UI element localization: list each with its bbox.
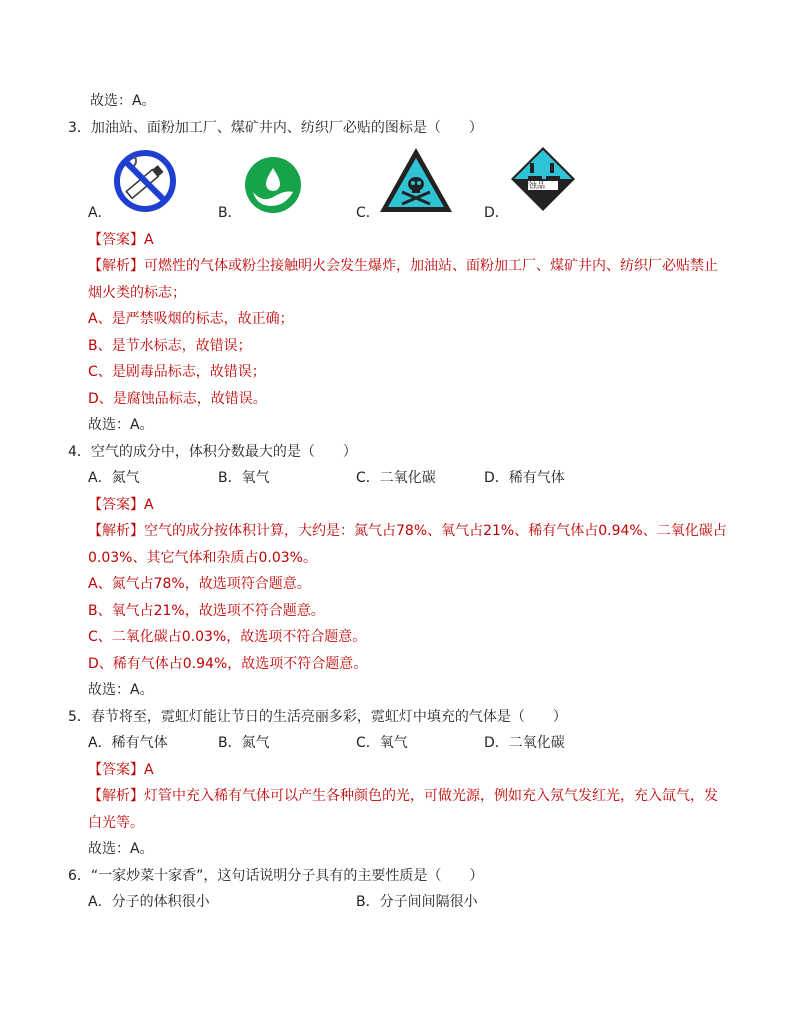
q4-final-choice: 故选：A。 — [88, 682, 154, 698]
q5-explanation-line2: 白光等。 — [88, 815, 144, 831]
no-smoking-icon — [112, 148, 178, 214]
q6-stem: 6．“一家炒菜十家香”，这句话说明分子具有的主要性质是（ ） — [68, 868, 484, 884]
q4-analysis-c: C、二氧化碳占0.03%，故选项不符合题意。 — [88, 629, 367, 645]
q4-answer: 【答案】A — [88, 497, 154, 513]
corrosive-icon-label: 腐蚀品 — [521, 181, 545, 190]
q2-final-choice: 故选：A。 — [90, 93, 156, 109]
water-saving-icon — [244, 156, 302, 214]
q5-final-choice: 故选：A。 — [88, 841, 154, 857]
q3-analysis-c: C、是剧毒品标志，故错误； — [88, 364, 266, 380]
q4-option-d: D．稀有气体 — [484, 470, 565, 486]
toxic-skull-icon — [378, 146, 454, 214]
q3-explanation-line2: 烟火类的标志； — [88, 285, 186, 301]
q6-option-b: B．分子间间隔很小 — [356, 894, 478, 910]
q5-stem: 5．春节将至，霓虹灯能让节日的生活亮丽多彩，霓虹灯中填充的气体是（ ） — [68, 709, 567, 725]
q4-analysis-d: D、稀有气体占0.94%，故选项不符合题意。 — [88, 656, 368, 672]
q6-option-a: A．分子的体积很小 — [88, 894, 210, 910]
q3-option-b-label: B． — [218, 205, 242, 221]
q4-explanation-line1: 【解析】空气的成分按体积计算，大约是：氮气占78%、氧气占21%、稀有气体占0.94%、二氧化碳占 — [88, 523, 727, 539]
q3-analysis-b: B、是节水标志，故错误； — [88, 338, 252, 354]
q3-option-a-label: A． — [88, 205, 112, 221]
q5-explanation-line1: 【解析】灯管中充入稀有气体可以产生各种颜色的光，可做光源，例如充入氖气发红光，充入氙气，发 — [88, 788, 718, 804]
q4-stem: 4．空气的成分中，体积分数最大的是（ ） — [68, 444, 357, 460]
q4-option-b: B．氧气 — [218, 470, 270, 486]
q5-option-b: B．氮气 — [218, 735, 270, 751]
q4-option-c: C．二氧化碳 — [356, 470, 436, 486]
q5-option-a: A．稀有气体 — [88, 735, 168, 751]
q4-option-a: A．氮气 — [88, 470, 140, 486]
q3-option-c-label: C． — [356, 205, 380, 221]
q3-final-choice: 故选：A。 — [88, 417, 154, 433]
q3-analysis-a: A、是严禁吸烟的标志，故正确； — [88, 311, 294, 327]
q5-option-c: C．氧气 — [356, 735, 408, 751]
q4-analysis-a: A、氮气占78%，故选项符合题意。 — [88, 576, 311, 592]
q3-option-d-label: D． — [484, 205, 509, 221]
q4-analysis-b: B、氧气占21%，故选项不符合题意。 — [88, 603, 325, 619]
q5-answer: 【答案】A — [88, 762, 154, 778]
q3-stem: 3．加油站、面粉加工厂、煤矿井内、纺织厂必贴的图标是（ ） — [68, 120, 483, 136]
q3-answer: 【答案】A — [88, 232, 154, 248]
q3-analysis-d: D、是腐蚀品标志，故错误。 — [88, 391, 267, 407]
q5-option-d: D．二氧化碳 — [484, 735, 565, 751]
q3-explanation-line1: 【解析】可燃性的气体或粉尘接触明火会发生爆炸，加油站、面粉加工厂、煤矿井内、纺织厂必贴禁止 — [88, 258, 718, 274]
corrosive-icon — [510, 146, 576, 212]
q4-explanation-line2: 0.03%、其它气体和杂质占0.03%。 — [88, 550, 317, 566]
